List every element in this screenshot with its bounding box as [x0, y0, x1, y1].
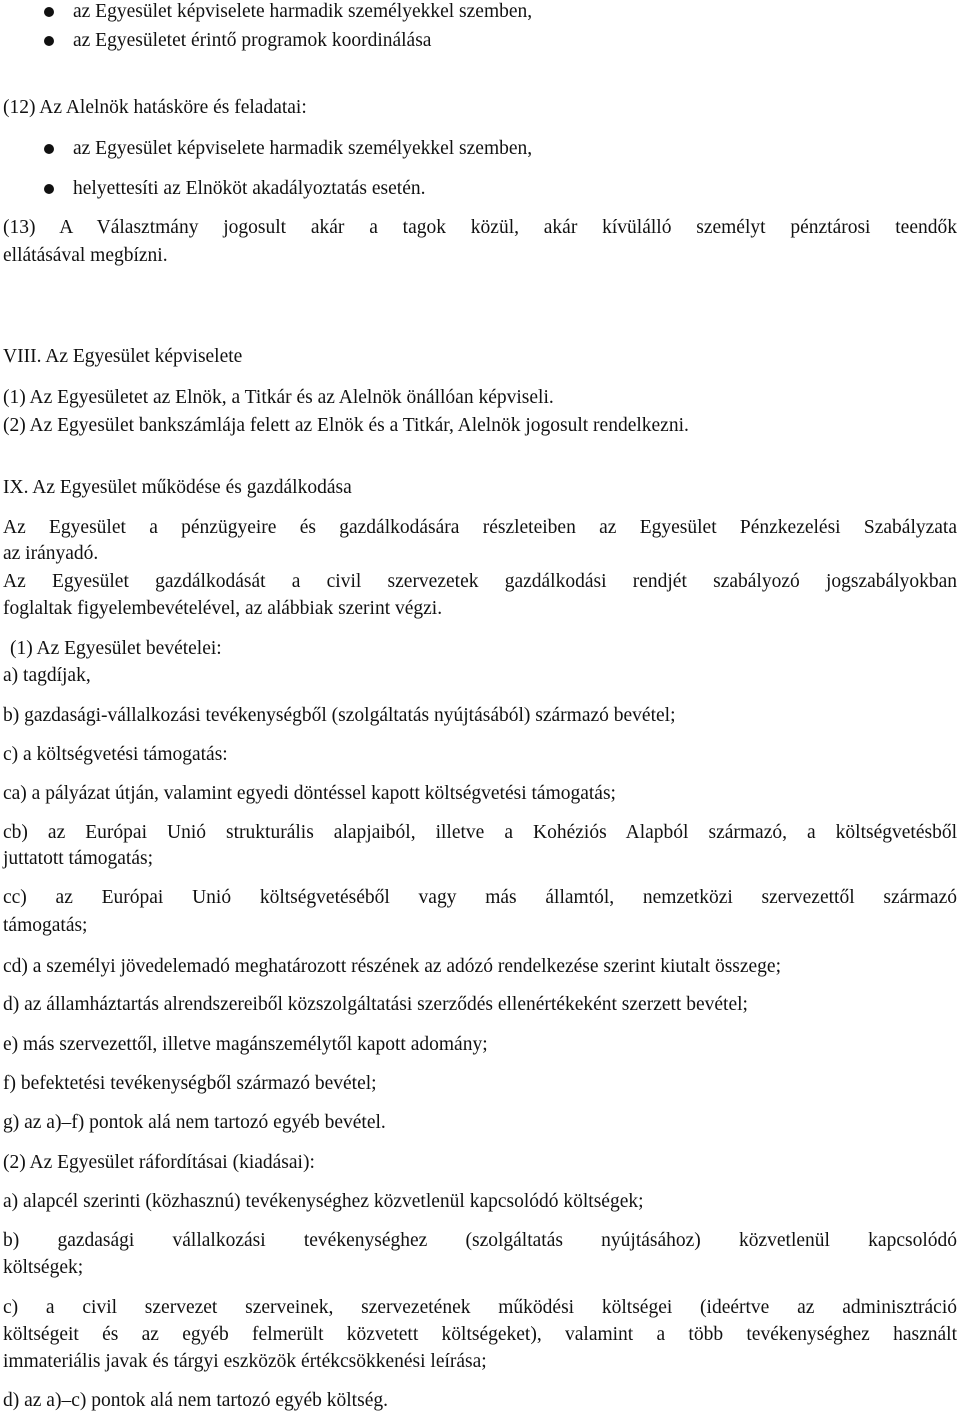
section-12-title: (12) Az Alelnök hatásköre és feladatai:	[3, 97, 307, 118]
bullet-icon	[44, 184, 54, 194]
income-item-cc-line-1: cc) az Európai Unió költségvetéséből vagy más államtól, nemzetközi szervezettől származó	[3, 887, 957, 908]
income-item-a: a) tagdíjak,	[3, 665, 91, 686]
bullet-icon	[44, 7, 54, 17]
chapter-ix-title: IX. Az Egyesület működése és gazdálkodása	[3, 477, 352, 498]
chapter-ix-paragraph-1-line-2: az irányadó.	[3, 543, 99, 564]
bullet-item: az Egyesület képviselete harmadik személyekkel szemben,	[73, 1, 533, 22]
expense-item-b-line-1: b) gazdasági vállalkozási tevékenységhez (szolgáltatás nyújtásához) közvetlenül kapcsolódó	[3, 1230, 957, 1251]
chapter-ix-paragraph-2-line-2: foglaltak figyelembevételével, az alábbiak szerint végzi.	[3, 598, 443, 619]
section-13-line-2: ellátásával megbízni.	[3, 245, 168, 266]
income-item-cd: cd) a személyi jövedelemadó meghatározott részének az adózó rendelkezése szerint kiutalt összege;	[3, 956, 782, 977]
chapter-viii-title: VIII. Az Egyesület képviselete	[3, 346, 243, 367]
income-item-c: c) a költségvetési támogatás:	[3, 744, 228, 765]
expense-item-a: a) alapcél szerinti (közhasznú) tevékenységhez közvetlenül kapcsolódó költségek;	[3, 1191, 644, 1212]
income-item-b: b) gazdasági-vállalkozási tevékenységből (szolgáltatás nyújtásából) származó bevétel;	[3, 705, 676, 726]
income-item-e: e) más szervezettől, illetve magánszemélytől kapott adomány;	[3, 1034, 488, 1055]
section-13-line-1: (13) A Választmány jogosult akár a tagok közül, akár kívülálló személyt pénztárosi teendők	[3, 217, 957, 238]
chapter-ix-paragraph-2-line-1: Az Egyesület gazdálkodását a civil szervezetek gazdálkodási rendjét szabályozó jogszabályokban	[3, 571, 957, 592]
bullet-item: az Egyesület képviselete harmadik személyekkel szemben,	[73, 138, 533, 159]
income-item-d: d) az államháztartás alrendszereiből közszolgáltatási szerződés ellenértékeként szerzett bevétel;	[3, 994, 748, 1015]
chapter-viii-point-1: (1) Az Egyesületet az Elnök, a Titkár és az Alelnök önállóan képviseli.	[3, 387, 554, 408]
income-item-ca: ca) a pályázat útján, valamint egyedi döntéssel kapott költségvetési támogatás;	[3, 783, 616, 804]
income-item-g: g) az a)–f) pontok alá nem tartozó egyéb bevétel.	[3, 1112, 386, 1133]
chapter-ix-paragraph-1-line-1: Az Egyesület a pénzügyeire és gazdálkodására részleteiben az Egyesület Pénzkezelési Szabályzata	[3, 517, 957, 538]
income-item-cc-line-2: támogatás;	[3, 915, 88, 936]
income-item-cb-line-1: cb) az Európai Unió strukturális alapjaiból, illetve a Kohéziós Alapból származó, a költségvetésből	[3, 822, 957, 843]
expense-item-d: d) az a)–c) pontok alá nem tartozó egyéb költség.	[3, 1390, 388, 1411]
bullet-item: az Egyesületet érintő programok koordinálása	[73, 30, 432, 51]
bullet-icon	[44, 144, 54, 154]
income-title: (1) Az Egyesület bevételei:	[10, 638, 222, 659]
expense-item-b-line-2: költségek;	[3, 1257, 84, 1278]
expense-item-c-line-2: költségeit és az egyéb felmerült közvetett költségeket), valamint a több tevékenységhez használt	[3, 1324, 957, 1345]
bullet-icon	[44, 36, 54, 46]
income-item-cb-line-2: juttatott támogatás;	[3, 848, 154, 869]
income-item-f: f) befektetési tevékenységből származó bevétel;	[3, 1073, 377, 1094]
bullet-item: helyettesíti az Elnököt akadályoztatás esetén.	[73, 178, 426, 199]
expense-item-c-line-1: c) a civil szervezet szerveinek, szervezetének működési költségei (ideértve az adminisztráció	[3, 1297, 957, 1318]
expense-title: (2) Az Egyesület ráfordításai (kiadásai):	[3, 1152, 315, 1173]
expense-item-c-line-3: immateriális javak és tárgyi eszközök értékcsökkenési leírása;	[3, 1351, 487, 1372]
chapter-viii-point-2: (2) Az Egyesület bankszámlája felett az Elnök és a Titkár, Alelnök jogosult rendelkezni.	[3, 415, 689, 436]
